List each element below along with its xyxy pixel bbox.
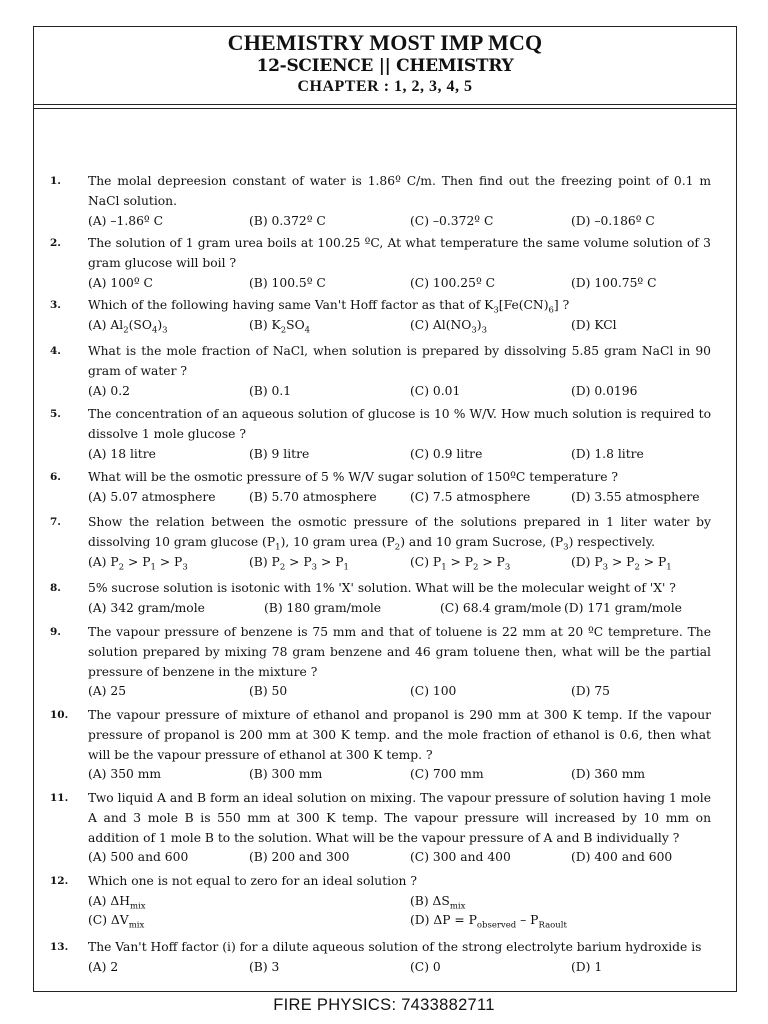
- question-text: The concentration of an aqueous solution of glucose is 10 % W/V. How much solution is required to dissolve 1 mole glucose ?: [88, 407, 711, 441]
- option-c[interactable]: (C) 0: [410, 960, 441, 974]
- option-d[interactable]: (D) 400 and 600: [571, 850, 673, 864]
- option-b[interactable]: (B) $P_2 > P_3 > P_1$: [249, 555, 349, 573]
- option-d[interactable]: (D) 360 mm: [571, 767, 646, 781]
- option-b[interactable]: (B) $K_2SO_4$: [249, 318, 311, 336]
- option-d[interactable]: (D) 100.75º C: [571, 276, 657, 290]
- options-row: [88, 764, 711, 784]
- page-title: CHEMISTRY MOST IMP MCQ: [227, 30, 543, 55]
- question-text: Show the relation between the osmotic pressure of the solutions prepared in 1 liter water by dissolving 10 gram glucose $(P_1)$, 10 gram urea $(P_2)$ and 10 gram Sucrose, $(P_3)$ respectively.: [88, 515, 711, 553]
- option-c[interactable]: (C) $\Delta V_{mix}$: [88, 913, 145, 931]
- options-row: [88, 444, 711, 464]
- question-text: Which of the following having same Van't Hoff factor as that of $K_3[Fe(CN)_6]$ ?: [88, 298, 570, 316]
- options-row: [88, 910, 711, 930]
- option-c[interactable]: (C) 700 mm: [410, 767, 484, 781]
- option-b[interactable]: (B) 180 gram/mole: [264, 601, 382, 615]
- options-row: [88, 681, 711, 701]
- option-a[interactable]: (A) 100º C: [88, 276, 153, 290]
- option-c[interactable]: (C) 100.25º C: [410, 276, 496, 290]
- option-d[interactable]: (D) 0.0196: [571, 384, 638, 398]
- question-number: 12.: [50, 875, 69, 887]
- option-b[interactable]: (B) 100.5º C: [249, 276, 326, 290]
- option-a[interactable]: (A) $P_2 > P_1 > P_3$: [88, 555, 188, 573]
- option-a[interactable]: (A) –1.86º C: [88, 214, 164, 228]
- question-number: 8.: [50, 582, 61, 594]
- question-number: 13.: [50, 941, 69, 953]
- option-c[interactable]: (C) 0.01: [410, 384, 461, 398]
- option-a[interactable]: (A) 25: [88, 684, 127, 698]
- options-row: [88, 847, 711, 867]
- option-b[interactable]: (B) $\Delta S_{mix}$: [410, 894, 466, 912]
- option-c[interactable]: (C) –0.372º C: [410, 214, 494, 228]
- question-text: What is the mole fraction of NaCl, when solution is prepared by dissolving 5.85 gram NaCl in 90 gram of water ?: [88, 344, 711, 378]
- option-a[interactable]: (A) 0.2: [88, 384, 130, 398]
- question-number: 11.: [50, 792, 69, 804]
- options-row: [88, 211, 711, 231]
- option-b[interactable]: (B) 3: [249, 960, 280, 974]
- question-text: The vapour pressure of benzene is 75 mm and that of toluene is 22 mm at 20 ºC tempreture. The solution prepared by mixing 78 gram benzene and 46 gram toluene then, what will be the partial pressure of benzene in the mixture ?: [88, 625, 711, 679]
- option-c[interactable]: (C) 68.4 gram/mole: [440, 601, 562, 615]
- option-a[interactable]: (A) 342 gram/mole: [88, 601, 205, 615]
- chapter-line: CHAPTER : 1, 2, 3, 4, 5: [297, 78, 473, 95]
- option-d[interactable]: (D) 75: [571, 684, 611, 698]
- question-number: 10.: [50, 709, 69, 721]
- option-c[interactable]: (C) 100: [410, 684, 457, 698]
- option-d[interactable]: (D) 3.55 atmosphere: [571, 490, 700, 504]
- question-text: Two liquid A and B form an ideal solution on mixing. The vapour pressure of solution having 1 mole A and 3 mole B is 550 mm at 300 K temp. The vapour pressure will increased by 10 mm on addition of 1 mole B to the solution. What will be the vapour pressure of A and B individually ?: [88, 791, 711, 845]
- option-b[interactable]: (B) 200 and 300: [249, 850, 350, 864]
- option-d[interactable]: (D) $P_3 > P_2 > P_1$: [571, 555, 672, 573]
- options-row: [88, 957, 711, 977]
- options-row: [88, 487, 711, 507]
- option-a[interactable]: (A) 350 mm: [88, 767, 162, 781]
- option-c[interactable]: (C) $P_1 > P_2 > P_3$: [410, 555, 511, 573]
- option-a[interactable]: (A) 18 litre: [88, 447, 156, 461]
- option-d[interactable]: (D) –0.186º C: [571, 214, 655, 228]
- question-text: Which one is not equal to zero for an ideal solution ?: [88, 874, 417, 888]
- option-a[interactable]: (A) 5.07 atmosphere: [88, 490, 216, 504]
- question-number: 1.: [50, 175, 61, 187]
- question-text: 5% sucrose solution is isotonic with 1% 'X' solution. What will be the molecular weight of 'X' ?: [88, 581, 676, 595]
- page-subtitle: 12-SCIENCE || CHEMISTRY: [256, 56, 514, 76]
- options-row: [88, 315, 711, 335]
- options-row: [88, 891, 711, 911]
- option-c[interactable]: (C) 300 and 400: [410, 850, 511, 864]
- options-row: [88, 552, 711, 572]
- question-number: 7.: [50, 516, 61, 528]
- option-d[interactable]: (D) KCl: [571, 318, 617, 332]
- option-d[interactable]: (D) 1.8 litre: [571, 447, 644, 461]
- question-number: 9.: [50, 626, 61, 638]
- option-c[interactable]: (C) 7.5 atmosphere: [410, 490, 531, 504]
- question-text: The solution of 1 gram urea boils at 100.25 ºC, At what temperature the same volume solution of 3 gram glucose will boil ?: [88, 236, 711, 270]
- question-number: 2.: [50, 237, 61, 249]
- page-frame: [33, 26, 737, 992]
- option-b[interactable]: (B) 300 mm: [249, 767, 323, 781]
- question-number: 5.: [50, 408, 61, 420]
- question-number: 3.: [50, 299, 61, 311]
- question-number: 4.: [50, 345, 61, 357]
- option-a[interactable]: (A) 500 and 600: [88, 850, 189, 864]
- options-row: [88, 381, 711, 401]
- question-text: The vapour pressure of mixture of ethanol and propanol is 290 mm at 300 K temp. If the vapour pressure of propanol is 200 mm at 300 K temp. and the mole fraction of ethanol is 0.6, then what will be the vapour pressure of ethanol at 300 K temp. ?: [88, 708, 711, 762]
- option-b[interactable]: (B) 9 litre: [249, 447, 310, 461]
- question-text: The Van't Hoff factor (i) for a dilute aqueous solution of the strong electrolyte barium hydroxide is: [88, 940, 702, 954]
- option-c[interactable]: (C) $Al(NO_3)_3$: [410, 318, 488, 336]
- question-number: 6.: [50, 471, 61, 483]
- option-b[interactable]: (B) 50: [249, 684, 288, 698]
- question-text: The molal depreesion constant of water is 1.86º C/m. Then find out the freezing point of 0.1 m NaCl solution.: [88, 174, 711, 208]
- header: [34, 27, 736, 109]
- option-b[interactable]: (B) 5.70 atmosphere: [249, 490, 377, 504]
- option-b[interactable]: (B) 0.372º C: [249, 214, 326, 228]
- option-d[interactable]: (D) $\Delta P = P_{observed} - P_{Raoult}$: [410, 913, 567, 931]
- option-d[interactable]: (D) 171 gram/mole: [564, 601, 682, 615]
- option-d[interactable]: (D) 1: [571, 960, 603, 974]
- options-row: [88, 273, 711, 293]
- option-a[interactable]: (A) 2: [88, 960, 119, 974]
- footer-contact: FIRE PHYSICS: 7433882711: [273, 996, 495, 1014]
- question-text: What will be the osmotic pressure of 5 % W/V sugar solution of 150ºC temperature ?: [88, 470, 619, 484]
- option-a[interactable]: (A) $Al_2(SO_4)_3$: [88, 318, 168, 336]
- options-row: [88, 598, 711, 618]
- option-a[interactable]: (A) $\Delta H_{mix}$: [88, 894, 146, 912]
- option-b[interactable]: (B) 0.1: [249, 384, 292, 398]
- option-c[interactable]: (C) 0.9 litre: [410, 447, 483, 461]
